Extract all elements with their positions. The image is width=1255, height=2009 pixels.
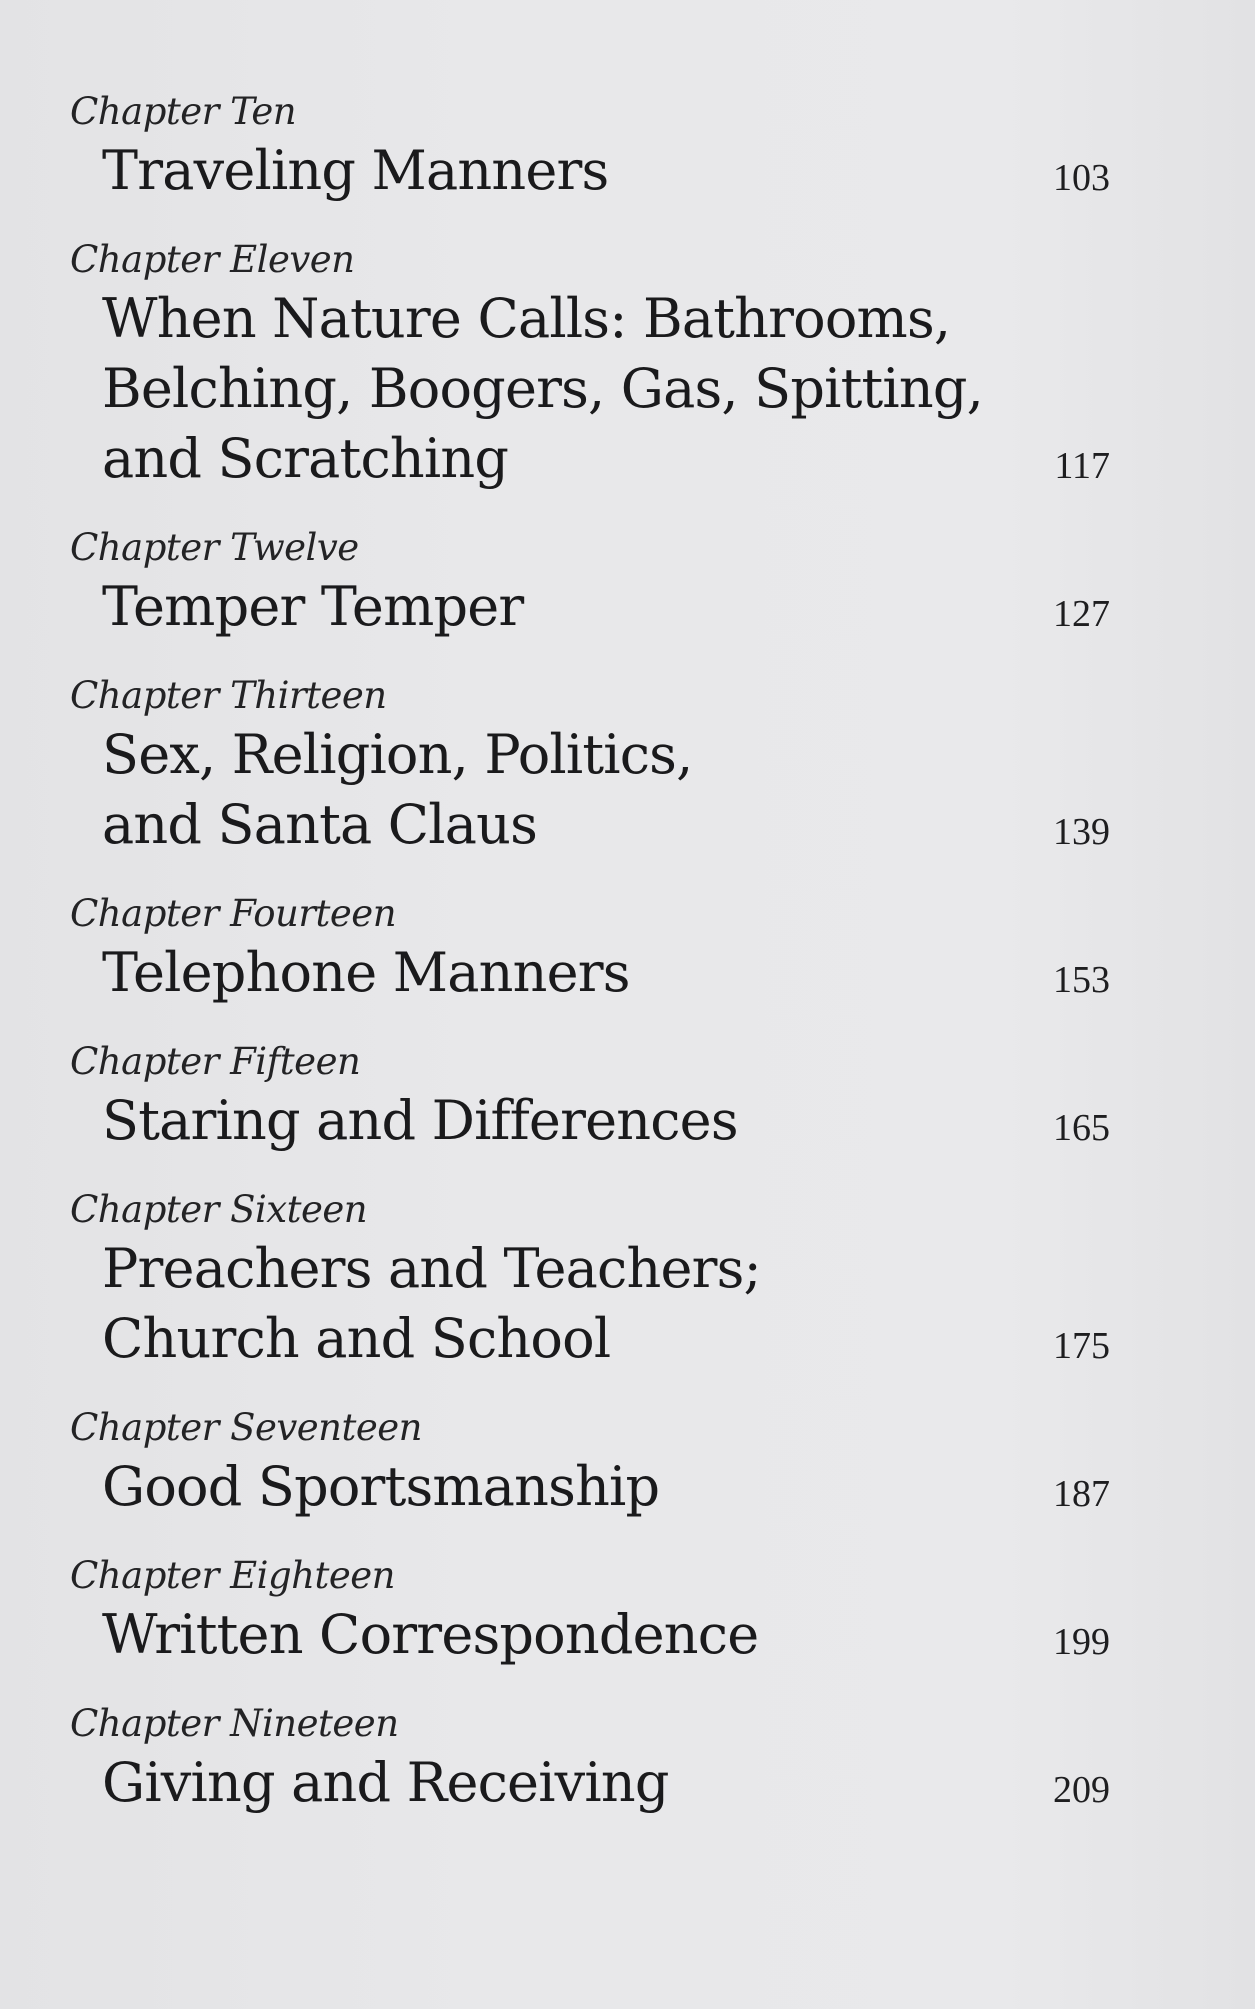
chapter-title: Staring and Differences [102,1089,738,1152]
entry-row [70,938,1110,1008]
chapter-label: Chapter Fifteen [70,1040,361,1083]
toc-entry-chapter-eleven [70,236,1110,494]
entry-row [70,1452,1110,1522]
page-number: 117 [1054,445,1110,487]
chapter-title: Telephone Manners [102,941,630,1004]
entry-row [70,720,1110,860]
toc-entry-chapter-twelve [70,524,1110,642]
chapter-label: Chapter Fourteen [70,892,397,935]
chapter-title-line: Preachers and Teachers; [102,1237,761,1300]
page-number: 139 [1053,811,1110,853]
chapter-label: Chapter Seventeen [70,1406,422,1449]
chapter-label: Chapter Eighteen [70,1554,395,1597]
entry-row [70,1234,1110,1374]
entry-row [70,1748,1110,1818]
page-number: 127 [1053,593,1110,635]
chapter-title: Temper Temper [102,575,524,638]
chapter-label: Chapter Twelve [70,526,359,569]
page-number: 153 [1053,959,1110,1001]
entry-row [70,284,1110,494]
chapter-title-line: Church and School [102,1307,611,1370]
table-of-contents [70,88,1110,1818]
toc-entry-chapter-fourteen [70,890,1110,1008]
toc-entry-chapter-thirteen [70,672,1110,860]
toc-entry-chapter-eighteen [70,1552,1110,1670]
chapter-title: Giving and Receiving [102,1751,669,1814]
toc-entry-chapter-seventeen [70,1404,1110,1522]
page-number: 199 [1053,1621,1110,1663]
chapter-label: Chapter Nineteen [70,1702,399,1745]
page-number: 209 [1053,1769,1110,1811]
toc-entry-chapter-sixteen [70,1186,1110,1374]
chapter-label: Chapter Ten [70,90,297,133]
chapter-title-line: When Nature Calls: Bathrooms, [102,287,951,350]
chapter-title: Written Correspondence [102,1603,759,1666]
page-number: 187 [1053,1473,1110,1515]
chapter-label: Chapter Sixteen [70,1188,368,1231]
page-number: 175 [1053,1325,1110,1367]
chapter-title-line: and Santa Claus [102,793,538,856]
entry-row [70,1086,1110,1156]
chapter-label: Chapter Eleven [70,238,355,281]
toc-entry-chapter-fifteen [70,1038,1110,1156]
chapter-title-line: Sex, Religion, Politics, [102,723,693,786]
toc-entry-chapter-nineteen [70,1700,1110,1818]
page-number: 103 [1053,157,1110,199]
entry-row [70,572,1110,642]
page-number: 165 [1053,1107,1110,1149]
chapter-title-line: and Scratching [102,427,509,490]
chapter-title-line: Belching, Boogers, Gas, Spitting, [102,357,983,420]
entry-row [70,136,1110,206]
chapter-title: Good Sportsmanship [102,1455,660,1518]
chapter-title: Traveling Manners [102,139,609,202]
chapter-label: Chapter Thirteen [70,674,387,717]
entry-row [70,1600,1110,1670]
toc-entry-chapter-ten [70,88,1110,206]
